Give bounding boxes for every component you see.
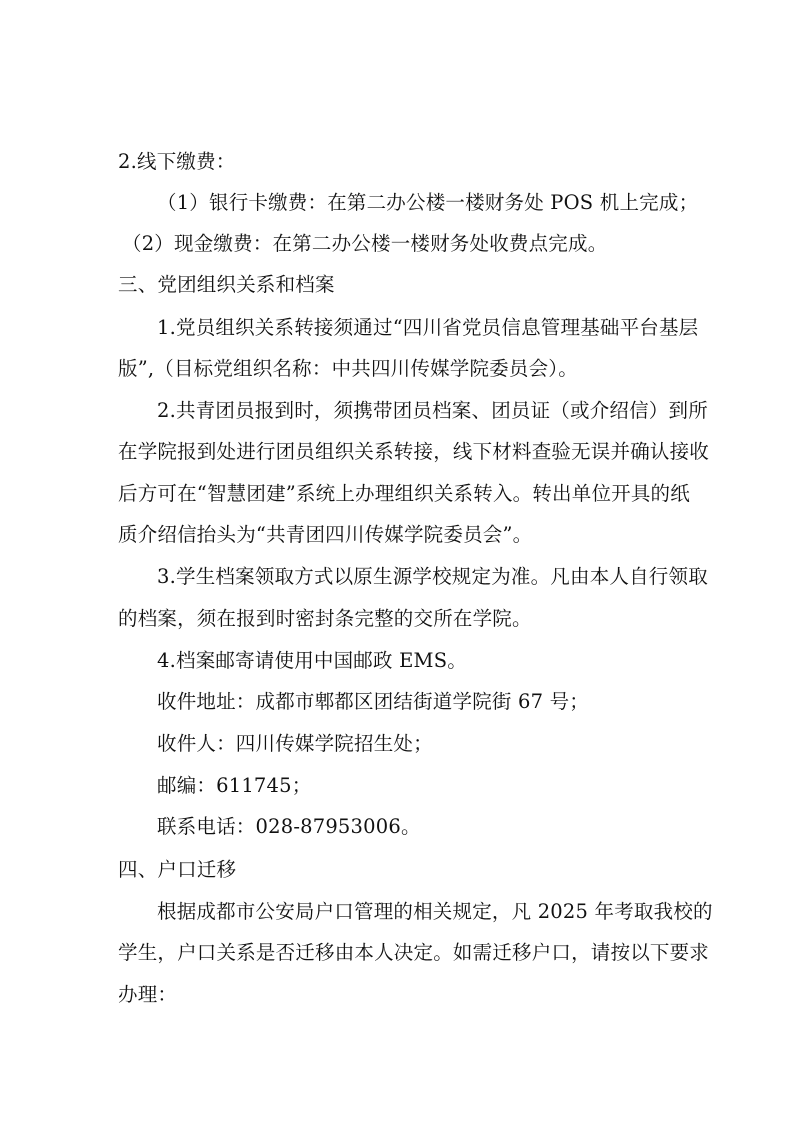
league-member-line-1: 2.共青团员报到时，须携带团员档案、团员证（或介绍信）到所 (157, 399, 708, 422)
household-line-1: 根据成都市公安局户口管理的相关规定，凡 2025 年考取我校的 (157, 900, 713, 923)
archive-collection-line-1: 3.学生档案领取方式以原生源学校规定为准。凡由本人自行领取 (157, 565, 708, 588)
payment-bank-card-line: （1）银行卡缴费：在第二办公楼一楼财务处 POS 机上完成； (157, 191, 699, 214)
household-line-2: 学生，户口关系是否迁移由本人决定。如需迁移户口，请按以下要求 (118, 941, 710, 964)
recipient-name-line: 收件人：四川传媒学院招生处； (157, 732, 433, 755)
party-member-transfer-line-1: 1.党员组织关系转接须通过“四川省党员信息管理基础平台基层 (157, 316, 699, 339)
postal-code-line: 邮编：611745； (157, 774, 312, 797)
party-member-transfer-line-2: 版”,（目标党组织名称：中共四川传媒学院委员会）。 (118, 357, 578, 380)
league-member-line-3: 后方可在“智慧团建”系统上办理组织关系转入。转出单位开具的纸 (118, 482, 690, 505)
payment-cash-line: （2）现金缴费：在第二办公楼一楼财务处收费点完成。 (122, 232, 608, 255)
contact-phone-line: 联系电话：028-87953006。 (157, 815, 421, 838)
recipient-address-line: 收件地址：成都市郫都区团结街道学院街 67 号； (157, 690, 590, 713)
league-member-line-4: 质介绍信抬头为“共青团四川传媒学院委员会”。 (118, 523, 533, 546)
section-heading-party-league: 三、党团组织关系和档案 (118, 273, 335, 296)
archive-mail-line: 4.档案邮寄请使用中国邮政 EMS。 (157, 649, 467, 672)
archive-collection-line-2: 的档案，须在报到时密封条完整的交所在学院。 (118, 607, 532, 630)
section-heading-household: 四、户口迁移 (118, 858, 237, 881)
section-item-offline-payment: 2.线下缴费： (118, 150, 236, 173)
league-member-line-2: 在学院报到处进行团员组织关系转接，线下材料查验无误并确认接收 (118, 440, 710, 463)
household-line-3: 办理： (118, 983, 178, 1006)
